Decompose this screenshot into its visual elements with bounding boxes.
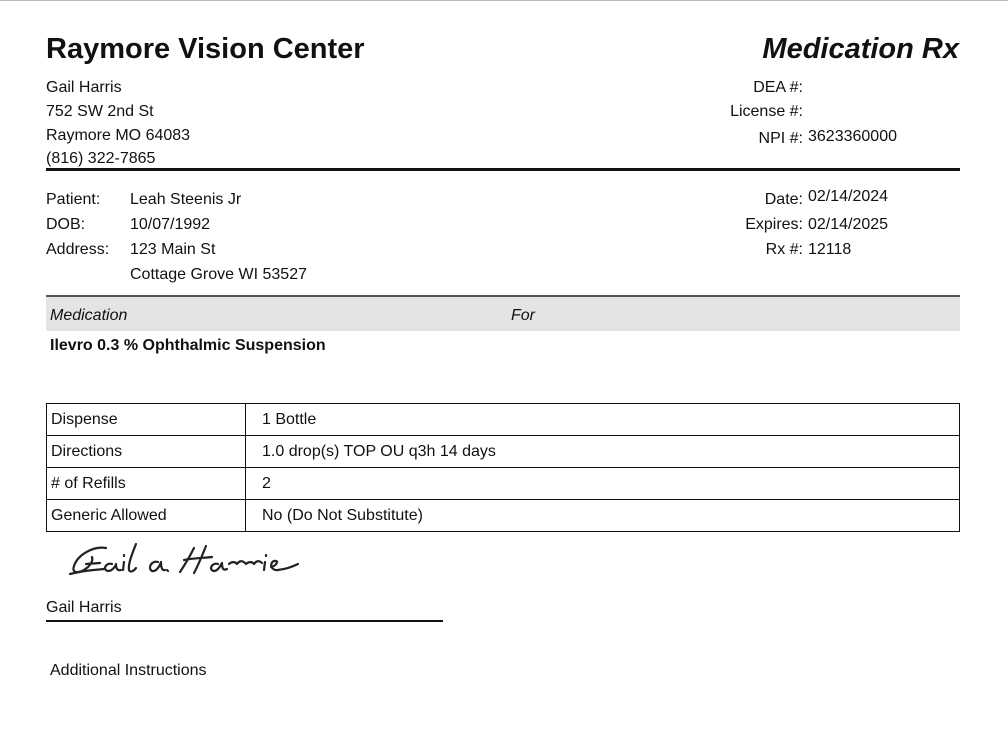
npi-value: 3623360000 <box>808 128 897 145</box>
dob-value: 10/07/1992 <box>130 216 211 233</box>
clinic-name: Raymore Vision Center <box>46 33 365 65</box>
signature-line <box>46 620 443 622</box>
top-border <box>0 0 1008 1</box>
patient-label: Patient: <box>46 191 101 208</box>
medication-header-bar <box>46 297 960 331</box>
form-title: Medication Rx <box>762 33 959 65</box>
dea-label: DEA #: <box>753 79 803 96</box>
patient-address-line1: 123 Main St <box>130 241 216 258</box>
rx-number-label: Rx #: <box>765 241 803 258</box>
detail-value: No (Do Not Substitute) <box>246 500 960 532</box>
license-label: License #: <box>730 103 803 120</box>
header-divider <box>46 168 960 171</box>
for-column-header: For <box>511 307 535 324</box>
address-label: Address: <box>46 241 110 258</box>
detail-label: Directions <box>47 436 246 468</box>
detail-value: 2 <box>246 468 960 500</box>
patient-address-line2: Cottage Grove WI 53527 <box>130 266 307 283</box>
detail-value: 1 Bottle <box>246 404 960 436</box>
clinic-phone: (816) 322-7865 <box>46 150 156 167</box>
detail-label: # of Refills <box>47 468 246 500</box>
table-row <box>47 500 960 532</box>
handwritten-signature <box>66 540 306 585</box>
expires-value: 02/14/2025 <box>808 216 889 233</box>
prescription-details-table <box>46 403 960 532</box>
table-row <box>47 404 960 436</box>
date-label: Date: <box>764 191 803 208</box>
clinic-address-line2: Raymore MO 64083 <box>46 127 191 144</box>
date-value: 02/14/2024 <box>808 188 889 205</box>
detail-value: 1.0 drop(s) TOP OU q3h 14 days <box>246 436 960 468</box>
expires-label: Expires: <box>745 216 803 233</box>
table-row <box>47 436 960 468</box>
npi-label: NPI #: <box>758 130 803 147</box>
clinic-address-line1: 752 SW 2nd St <box>46 103 154 120</box>
additional-instructions-label: Additional Instructions <box>50 662 207 679</box>
medication-column-header: Medication <box>50 307 128 324</box>
detail-label: Dispense <box>47 404 246 436</box>
detail-label: Generic Allowed <box>47 500 246 532</box>
dob-label: DOB: <box>46 216 86 233</box>
medication-name: Ilevro 0.3 % Ophthalmic Suspension <box>50 337 326 354</box>
patient-name: Leah Steenis Jr <box>130 191 242 208</box>
rx-number-value: 12118 <box>808 241 852 258</box>
printed-signer-name: Gail Harris <box>46 599 122 616</box>
table-row <box>47 468 960 500</box>
prescriber-name: Gail Harris <box>46 79 122 96</box>
